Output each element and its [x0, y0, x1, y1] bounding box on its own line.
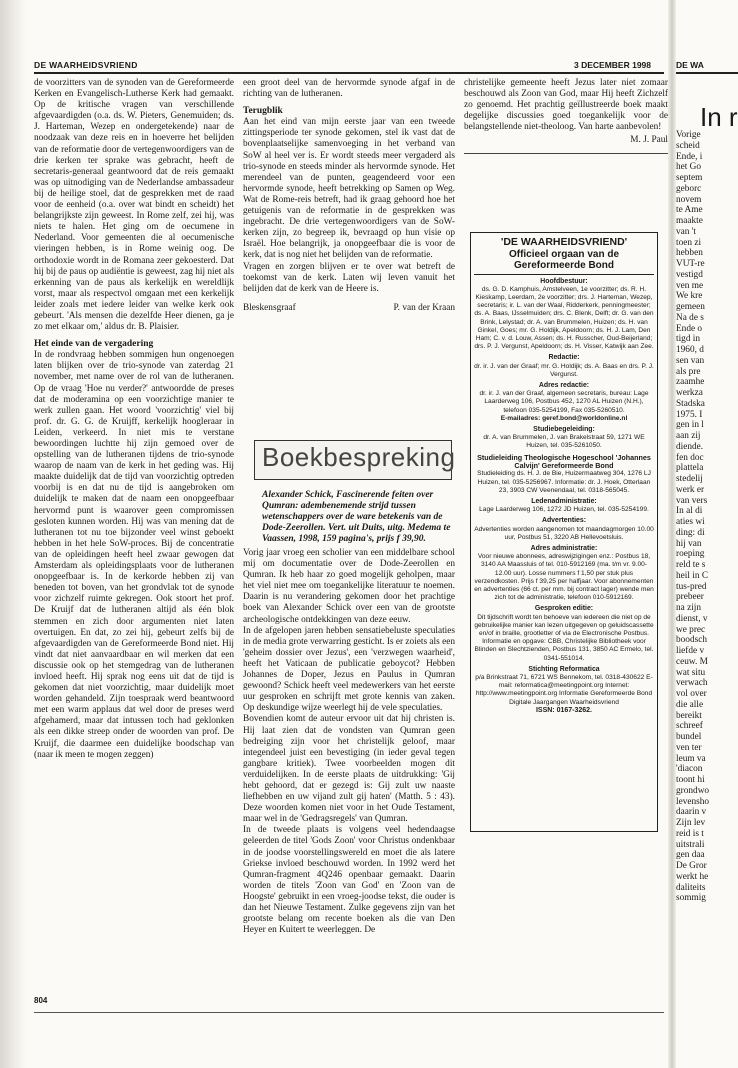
next-page-line: ding: di	[676, 527, 705, 538]
next-page-line: geborc	[676, 183, 702, 194]
signature-author: P. van der Kraan	[393, 302, 455, 313]
review-paragraph: Vorig jaar vroeg een scholier van een middelbare school mij om documentatie over de Dode-Zeerollen en Qumran. Ik heb haar zo goed mogelijk geholpen, maar het viel niet mee om toegankelijke literatuur te noemen. Daarin is nu verandering gekomen door het prachtige boek van Alexander Schick over een van de grootste archeologische ontdekkingen van deze eeuw.	[243, 548, 455, 625]
next-page-line: levensho	[676, 796, 710, 807]
running-header-title: DE WAARHEIDSVRIEND	[34, 60, 138, 70]
colophon-heading: Stichting Reformatica	[528, 665, 600, 673]
colophon-heading: Advertenties:	[541, 517, 587, 525]
next-page-line: gemeen	[676, 302, 705, 312]
review-paragraph: christelijke gemeente heeft Jezus later niet zomaar beschouwd als Zoon van God, maar Hij heeft Zichzelf zo genoemd. Het prachtig geïllustreerde boek maakt degelijke discussies goed toegankelijk voor de belangstellende niet-theoloog. Van harte aanbevolen!	[464, 78, 668, 133]
divider	[464, 153, 668, 154]
article-paragraph: de voorzitters van de synoden van de Gereformeerde Kerken en Evangelisch-Lutherse Kerk had gemaakt. Op de kritische vragen van verschillende afgevaardigden (o.a. ds. W. Pieters, Genemuiden; ds. J. Harteman, Wezep en ondergetekende) naar de noodzaak van deze reis en in hoeverre het belijden van de reformatie door de vertegenwoordigers van de drie kerken ter sprake was gebracht, heeft de secretaris-generaal geantwoord dat de reis gemaakt was op uitnodiging van de Nederlandse ambassadeur bij de heilige stoel, dat de gesprekken met de raad voor de eenheid (o.a. over wat bindt en scheidt) het belangrijkste zijn geweest. In Rome zelf, zei hij, was niets te halen. Het ging om de oecumene in Nederland. Voor gemeenten die al oecumenische vieringen hebben, is in Rome weinig oog. De orthodoxie wordt in de Romana zeer gekoesterd. Dat hij bij de paus op audiëntie is geweest, zag hij niet als erkenning van de paus als kerkelijk en wereldlijk vorst, maar als respectvol omgaan met een kerkelijk leider zoals met iedere leider van welke kerk ook gebeurt. 'Als mensen die dezelfde Heer dienen, ga je zo met elkaar om,' aldus dr. B. Plaisier.	[34, 78, 234, 333]
article-column-1	[34, 78, 234, 761]
colophon-heading: Ledenadministratie:	[531, 497, 597, 505]
next-page-line: die alle	[676, 699, 704, 710]
next-page-line: leum va	[676, 753, 706, 764]
next-page-line: vestigd	[676, 269, 703, 280]
signature-place: Bleskensgraaf	[243, 302, 296, 313]
next-page-line: vol over	[676, 689, 707, 699]
next-page-line: wat situ	[676, 667, 706, 678]
next-page-line: Stadska	[676, 398, 705, 409]
next-page-line: reid is t	[676, 828, 704, 839]
next-page-line: scheid	[676, 140, 700, 151]
next-page-line: Vorige	[676, 130, 701, 140]
article-paragraph: een groot deel van de hervormde synode afgaf in de richting van de lutheranen.	[243, 78, 455, 100]
next-page-line: ven me	[676, 280, 704, 291]
article-signature	[243, 303, 455, 314]
next-page-line: het Go	[676, 162, 702, 173]
next-page-line: we prec	[676, 624, 706, 635]
colophon-text: Dit tijdschrift wordt ten behoeve van iedereen die niet op de gebruikelijke manier kan lezen uitgegeven op geluidscassette en/of in braille, grootletter of via de Electronische Postbus. Informatie en opgave: CBB, Christelijke Bibliotheek voor Blinden en Slechtzienden, Postbus 131, 3850 AC Ermelo, tel. 0341-551014.	[474, 613, 654, 662]
next-page-line: na zijn	[676, 603, 702, 613]
next-page-line: reld te s	[676, 560, 706, 570]
next-page-line: te Ame	[676, 205, 703, 216]
next-page-line: daarin v	[676, 807, 707, 818]
next-page-line: In al di	[676, 506, 703, 517]
next-page-line: bereikt	[676, 710, 702, 721]
next-page-line: prebeer	[676, 592, 704, 603]
next-page-line: ven ter	[676, 742, 702, 753]
next-page-line: grondwo	[676, 785, 710, 796]
colophon-heading: Redactie:	[548, 354, 580, 362]
next-page-line: gen daa	[676, 850, 705, 861]
page-binding-shadow	[0, 0, 26, 1068]
article-column-3	[464, 78, 668, 160]
article-paragraph: Aan het eind van mijn eerste jaar van een tweede zittingsperiode ter synode gekomen, stel ik vast dat de bovenplaatselijke samenvoeging in het verband van SoW al heel ver is. Er wordt steeds meer vergaderd als trio-synode en steeds minder als hervormde synode. Het merendeel van de punten, geagendeerd voor een hervormde synode, heeft betrekking op Samen op Weg. Wat de Rome-reis betreft, had ik graag gehoord hoe het getuigenis van de reformatie in de gesprekken was ingebracht. De drie vertegenwoordigers van de SoW-kerken zijn, zo begreep ik, bevraagd op hun visie op Israël. Hoe belangrijk, ja onopgeefbaar die is voor de kerk, dat is nog niet het belijden van de reformatie.	[243, 117, 455, 261]
next-page-line: als pre	[676, 366, 701, 377]
next-page-line: hij van	[676, 538, 702, 549]
footer-rule	[34, 1012, 664, 1013]
next-page-line: uitstrali	[676, 839, 705, 850]
colophon-heading: Studiebegeleiding:	[533, 425, 595, 433]
colophon-text: ds. G. D. Kamphuis, Amstelveen, 1e voorzitter; ds. R. H. Kieskamp, Leerdam, 2e voorzitter; drs. J. Harteman, Wezep, secretaris; ir. L. van der Waal, Ridderkerk, penningmeester; ds. A. Baas, IJsselmuiden; drs. C. Blenk, Delft; dr. G. van den Brink, Lelystad; dr. A. van Brummelen, Huizen; ds. H. van Ginkel, Goes; mr. G. Holdijk, Apeldoorn; ds. H. J. Lam, Den Ham; C. v. d. Louw, Assen; ds. H. Russcher, Oud-Beijerland; drs. P. J. Vergunst, Apeldoorn; ds. H. Visser, Katwijk aan Zee.	[474, 285, 654, 351]
book-citation: Alexander Schick, Fascinerende feiten over Qumran: adembenemende strijd tussen wetenschappers over de ware betekenis van de Dode-Zeerollen. Vert. uit Duits, uitg. Medema te Vaassen, 1998, 159 pagina's, prijs f 39,90.	[262, 490, 451, 544]
colophon-text: Lage Laarderweg 106, 1272 JD Huizen, tel. 035-5254199.	[479, 506, 649, 514]
next-page-line: boodsch	[676, 635, 707, 646]
next-page-line: roeping	[676, 549, 705, 560]
colophon-heading: Adres redactie:	[538, 381, 590, 389]
header-rule	[34, 62, 664, 74]
next-page-line: diende.	[676, 441, 704, 452]
next-page-line: We kre	[676, 291, 703, 302]
next-page-line: bundel	[676, 732, 702, 742]
colophon-heading: Adres administratie:	[530, 545, 598, 552]
colophon-subtitle: Officieel orgaan van de Gereformeerde Bond	[508, 248, 620, 271]
next-page-line: van 't	[676, 226, 697, 237]
page-gutter	[668, 0, 676, 1068]
colophon-box	[470, 232, 658, 832]
next-page-title: In r	[700, 102, 738, 132]
review-signature: M. J. Paul	[630, 135, 668, 146]
colophon-text: dr. A. van Brummelen, J. van Brakelstraat 59, 1271 WE Huizen, tel. 035-5261050.	[483, 434, 645, 450]
next-page-line: Na de s	[676, 312, 704, 323]
article-paragraph: Vragen en zorgen blijven er te over wat betreft de toekomst van de kerk. Laten wij leven vanuit het belijden dat de kerk van de Heere is.	[243, 261, 455, 294]
next-page-line: 1975. I	[676, 409, 703, 420]
review-paragraph: Bovendien komt de auteur ervoor uit dat hij christen is. Hij laat zien dat de vondsten van Qumran geen bedreiging zijn voor het christelijk geloof, maar integendeel juist een bevestiging (in ieder geval tegen gangbare kritiek). Twee voorbeelden mogen dit verduidelijken. In de eerste plaats de uitdrukking: 'Gij hebt gehoord, dat er gezegd is: Gij zult uw naaste liefhebben en uw vijand zult gij haten' (Matth. 5 : 43). Deze woorden komen niet voor in het Oude Testament, maar wel in de 'Gedragsregels' van Qumran.	[243, 714, 455, 825]
colophon-text: dr. ir. J. van der Graaf, algemeen secretaris, bureau: Lage Laarderweg 106, Postbus 452, 1270 AL Huizen (N.H.), telefoon 035-5254199, Fax 035-5260510.	[479, 390, 649, 414]
next-page-line: heil in C	[676, 570, 709, 581]
next-page-header-rule	[676, 72, 738, 74]
next-page-line: daliteits	[676, 882, 706, 893]
next-page-line: werk er	[676, 484, 705, 495]
next-page-line: hebben	[676, 248, 703, 259]
colophon-text: Studieleiding ds. H. J. de Bie, Huizermaatweg 304, 1276 LJ Huizen, tel. 035-5256967. Informatie: dr. J. Hoek, Otterlaan 23, 3903 CW Veenendaal, tel. 0318-565045.	[477, 470, 651, 494]
colophon-heading: Gesproken editie:	[534, 605, 594, 613]
review-column	[243, 548, 455, 936]
running-header-date: 3 DECEMBER 1998	[574, 60, 652, 70]
next-page-line: Ende, i	[676, 151, 703, 162]
next-page-line: van vers	[676, 495, 708, 506]
next-page-line: VUT-re	[676, 259, 705, 269]
section-heading: Terugblik	[243, 106, 283, 117]
next-page-line: maakte	[676, 216, 703, 226]
colophon-text: dr. ir. J. van der Graaf; mr. G. Holdijk; ds. A. Baas en drs. P. J. Vergunst.	[474, 362, 654, 378]
next-page-line: verwach	[676, 678, 708, 689]
next-page-line: toen zi	[676, 237, 702, 248]
next-page-line: fen doc	[676, 452, 704, 463]
colophon-text: Voor nieuwe abonnees, adreswijzigingen enz.: Postbus 18, 3140 AA Maassluis of tel. 010-5912169 (ma. t/m vr. 9.00-12.00 uur). Losse nummers f 1,50 per stuk plus verzendkosten. Prijs f 39,25 per halfjaar. Voor abonnementen en advertenties (66 ct. per mm. bij contract lager) wende men zich tot de administratie, telefoon 010-5912169.	[474, 553, 654, 602]
issn: ISSN: 0167-3262.	[535, 706, 593, 714]
next-page-line: 1960, d	[676, 345, 704, 355]
colophon-heading: Studieleiding Theologische Hogeschool 'Johannes Calvijn' Gereformeerde Bond	[477, 452, 651, 470]
next-page-line: schreef	[676, 721, 703, 732]
next-page-line: toont hi	[676, 775, 705, 785]
next-page-line: Ende o	[676, 323, 703, 334]
next-page-line: werkt he	[676, 871, 709, 882]
next-page-line: tus-pred	[676, 581, 707, 592]
next-page-line: Zijn lev	[676, 818, 706, 828]
next-page-line: werkza	[676, 388, 703, 398]
next-page-line: aan zij	[676, 431, 701, 441]
next-page-line: liefde v	[676, 646, 705, 656]
section-banner-title: Boekbespreking	[262, 442, 456, 472]
colophon-text: p/a Brinkstraat 71, 6721 WS Bennekom, tel. 0318-430622 E-mail: reformatica@meetingpoint.org Internet: http://www.meetingpoint.org Informatie Gereformeerde Bond Digitale Jaargangen Waarheidsvriend	[475, 674, 653, 706]
next-page-line: zaamhe	[676, 377, 705, 388]
next-page-line: plattela	[676, 463, 704, 474]
next-page-line: novem	[676, 194, 702, 205]
next-page-line: sen van	[676, 355, 705, 366]
review-paragraph: In de afgelopen jaren hebben sensatiebeluste speculaties in de media grote verwarring gesticht. Is er zoiets als een 'geheim dossier over Jezus', een 'verzwegen waarheid', heeft het Vaticaan de publicatie geboycot? Hebben Johannes de Doper, Jezus en Paulus in Qumran gewoond? Schick heeft veel medewerkers van het eerste uur gesproken en schrijft met grote kennis van zaken. Op deskundige wijze weerlegt hij de vele speculaties.	[243, 625, 455, 714]
next-page-line: dienst, v	[676, 613, 708, 624]
review-paragraph: In de tweede plaats is volgens veel hedendaagse geleerden de titel 'Gods Zoon' voor Christus ondenkbaar in de joodse voorstellingswereld en moet die als latere Griekse invloed beschouwd worden. In 1992 werd het Qumran-fragment 4Q246 openbaar gemaakt. Daarin worden de titels 'Zoon van God' en 'Zoon van de Hoogste' gebruikt in een vroeg-joodse tekst, die ouder is dan het Nieuwe Testament. Zulke gegevens zijn van het grootste belang om recente boeken als die van Den Heyer en Kuitert te weerleggen. De	[243, 825, 455, 936]
next-page-line: sommig	[676, 893, 706, 904]
next-page-line: 'diacon	[676, 764, 703, 775]
page-number: 804	[34, 996, 48, 1005]
next-page-line: aties wi	[676, 517, 705, 527]
colophon-masthead	[474, 237, 654, 275]
section-heading: Het einde van de vergadering	[34, 339, 154, 350]
colophon-email: E-mailadres: geref.bond@worldonline.nl	[500, 414, 628, 422]
next-page-header: DE WA	[676, 60, 704, 70]
next-page-line: gen in l	[676, 420, 704, 431]
next-page-line: ceuw. M	[676, 656, 708, 667]
article-paragraph: In de rondvraag hebben sommigen hun ongenoegen laten blijken over de trio-synode van zaterdag 21 november, met name over de rol van de lutheranen. Op de vraag 'Hoe nu verder?' antwoordde de preses dat de moderamina op een voorzichtige manier te werk zullen gaan. Het woord 'voorzichtig' viel bij prof. dr. G. G. de Kruijff, kerkelijk hoogleraar in Leiden, verkeerd. In niet mis te verstane bewoordingen luchtte hij zijn gemoed over de opstelling van de lutheranen tijdens de trio-synode waarop de naam van de kerk in het geding was. Hij maakte duidelijk dat de tijd van voorzichtig optreden voorbij is en dat nu de tijd is aangebroken om duidelijk te maken dat de naam een onopgeefbaar hervormd punt is waarover geen compromissen gesloten kunnen worden. Hij was van mening dat de lutheranen tot nu toe bijzonder veel winst geboekt hebben in het hele SoW-proces. Bij de concentratie van de opleidingen heeft heel zwaar gewogen dat Amsterdam als opleidingsplaats voor de lutheranen onopgeefbaar is. In de kerkorde hebben zij van beneden tot boven, van het grondvlak tot de synode voor zichzelf ruimte gekregen. Ook stoort het prof. De Kruijf dat de lutheranen altijd als één blok stemmen en zich door argumenten niet laten overtuigen. En dat, zo zei hij, gebeurt zelfs bij de afgevaardigden van de Gereformeerde Bond niet. Hij vindt dat niet aanvaardbaar en wil merken dat een discussie ook op het stemgedrag van de lutheranen invloed heeft. Hij sprak nog eens uit dat de tijd is gekomen dat niet voorzichtig, maar duidelijk moet worden gehandeld. Zijn toespraak werd beantwoord met een warm applaus dat wel door de preses werd afgehamerd, maar dat intussen toch had geklonken als een dikke streep onder de woorden van prof. De Kruijf, die daarmee een duidelijke boodschap van (naar ik meen te mogen zeggen)	[34, 350, 234, 760]
colophon-title: 'DE WAARHEIDSVRIEND'	[500, 236, 628, 248]
next-page-line: tigd in	[676, 334, 701, 345]
next-page-column	[676, 130, 738, 904]
colophon-heading: Hoofdbestuur:	[540, 277, 588, 285]
next-page-line: De Gror	[676, 861, 707, 871]
next-page-line: stedelij	[676, 474, 703, 484]
article-column-2	[243, 78, 455, 314]
colophon-text: Advertenties worden aangenomen tot maandagmorgen 10.00 uur, Postbus 51, 3220 AB Hellevoetsluis.	[474, 525, 654, 541]
next-page-line: septem	[676, 173, 703, 183]
